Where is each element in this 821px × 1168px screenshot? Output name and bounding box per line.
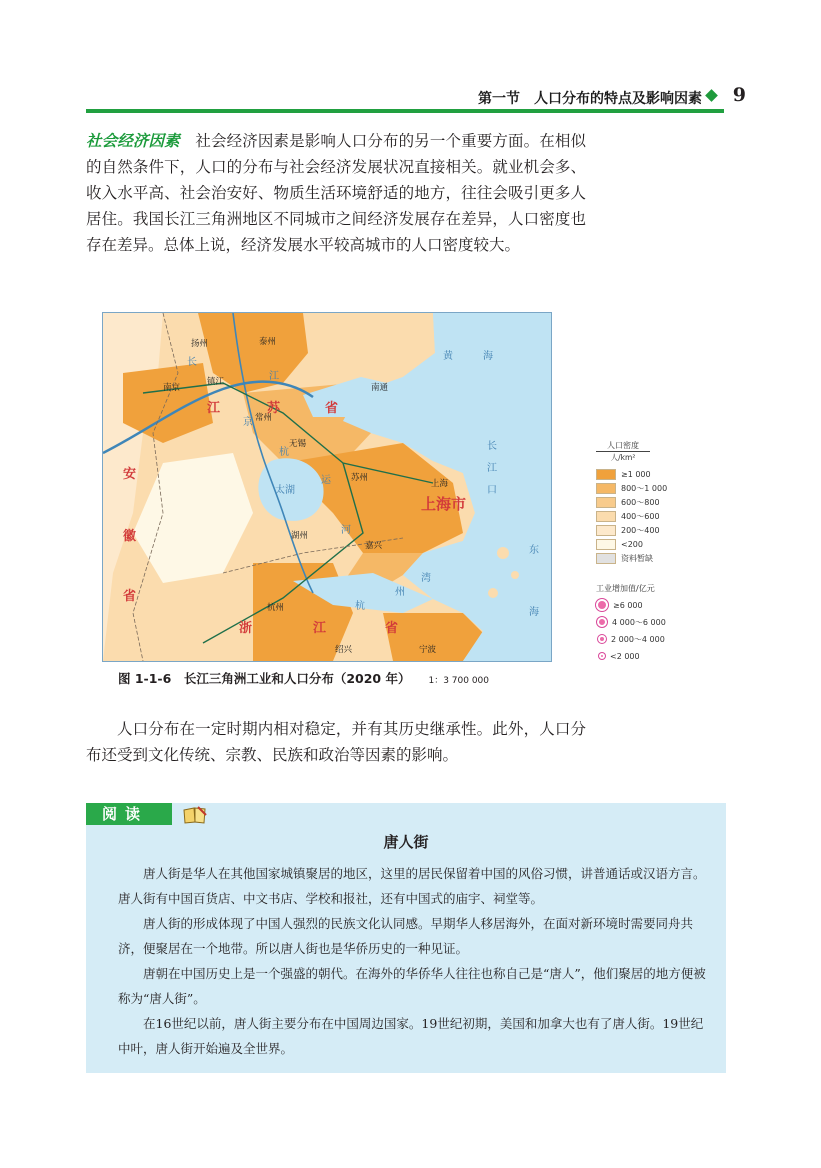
water-label: 京 (243, 417, 253, 428)
reading-paragraph: 唐朝在中国历史上是一个强盛的朝代。在海外的华侨华人往往也称自己是“唐人”，他们聚居的地方便被称为“唐人街”。 (118, 966, 706, 1006)
region-label: 徽 (123, 529, 137, 544)
legend-label: ≥1 000 (621, 470, 651, 479)
region-label: 省 (123, 589, 137, 604)
legend-label: 2 000～4 000 (611, 634, 665, 644)
reading-body (118, 861, 710, 1061)
water-label: 运 (321, 475, 331, 486)
legend-swatch (596, 511, 616, 522)
reading-box (86, 803, 726, 1073)
legend-label: 200～400 (621, 526, 660, 535)
water-label: 长 (487, 441, 497, 452)
city-label: 南京 (163, 383, 181, 393)
city-label: 扬州 (191, 339, 209, 349)
legend-label: 400～600 (621, 512, 660, 521)
map-legend (596, 440, 716, 664)
legend-row (596, 496, 716, 509)
water-label: 杭 (279, 447, 289, 458)
city-dot-icon (596, 599, 608, 611)
reading-paragraph: 在16世纪以前，唐人街主要分布在中国周边国家。19世纪初期，美国和加拿大也有了唐人街。19世纪中叶，唐人街开始遍及全世界。 (118, 1016, 704, 1056)
legend-row (596, 614, 716, 630)
legend-swatch (596, 497, 616, 508)
paragraph-socioeconomic (86, 128, 586, 258)
density-legend-unit: 人/km² (596, 451, 650, 463)
region-label: 安 (123, 467, 137, 482)
reading-tab: 阅读 (86, 803, 172, 825)
city-label: 泰州 (259, 337, 277, 347)
section-title: 第一节 人口分布的特点及影响因素 (478, 91, 702, 107)
water-label: 江 (269, 371, 279, 382)
region-label: 上海市 (421, 495, 467, 513)
legend-row (596, 482, 716, 495)
region-label: 江 (207, 401, 251, 416)
water-label: 河 (341, 525, 351, 536)
water-label: 杭 (355, 601, 365, 612)
density-legend-title: 人口密度 (607, 441, 639, 450)
legend-swatch (596, 525, 616, 536)
map-graphic (103, 313, 551, 661)
legend-row (596, 510, 716, 523)
city-label: 宁波 (419, 645, 437, 655)
city-label: 杭州 (267, 603, 285, 613)
legend-row (596, 468, 716, 481)
city-label: 南通 (371, 383, 389, 393)
water-label: 海 (529, 607, 539, 618)
legend-row (596, 597, 716, 613)
legend-label: 资料暂缺 (621, 554, 653, 563)
water-label: 江 (487, 463, 497, 474)
page-number: 9 (732, 84, 746, 106)
legend-swatch (596, 469, 616, 480)
city-label: 常州 (255, 413, 273, 423)
city-dot-icon (597, 617, 607, 627)
water-label: 口 (487, 485, 497, 496)
legend-label: ≥6 000 (613, 600, 643, 610)
water-label: 州 (395, 587, 405, 598)
legend-row (596, 552, 716, 565)
city-label: 湖州 (291, 531, 309, 541)
legend-row (596, 524, 716, 537)
header-rule (86, 109, 724, 113)
region-label: 省 (325, 401, 339, 416)
legend-label: 800～1 000 (621, 484, 668, 493)
legend-swatch (596, 553, 616, 564)
paragraph-history: 人口分布在一定时期内相对稳定，并有其历史继承性。此外，人口分布还受到文化传统、宗教、民族和政治等因素的影响。 (86, 720, 586, 764)
city-label: 镇江 (207, 377, 225, 387)
paragraph-text: 社会经济因素是影响人口分布的另一个重要方面。在相似的自然条件下，人口的分布与社会经济发展状况直接相关。就业机会多、收入水平高、社会治安好、物质生活环境舒适的地方，往往会吸引更多人居住。我国长江三角洲地区不同城市之间经济发展存在差异，人口密度也存在差异。总体上说，经济发展水平较高城市的人口密度较大。 (86, 132, 586, 254)
water-label: 长 (187, 357, 197, 368)
yangtze-delta-map (102, 312, 552, 662)
region-label: 江 (313, 621, 327, 636)
caption-title: 图 1-1-6 长江三角洲工业和人口分布（2020 年） (118, 671, 411, 686)
legend-label: <2 000 (610, 651, 640, 661)
water-label: 海 (483, 351, 493, 362)
region-label: 浙 (239, 621, 253, 636)
region-label: 省 (385, 621, 399, 636)
city-label: 苏州 (351, 473, 369, 483)
region-label: 苏 (267, 401, 281, 416)
water-label: 东 (529, 545, 539, 556)
reading-title: 唐人街 (383, 833, 429, 851)
industry-legend-title: 工业增加值/亿元 (596, 584, 655, 593)
water-label: 湾 (421, 573, 431, 584)
term-heading: 社会经济因素 (86, 131, 180, 150)
city-dot-icon (599, 653, 605, 659)
city-label: 嘉兴 (365, 541, 383, 551)
book-icon (182, 805, 208, 825)
reading-paragraph: 唐人街是华人在其他国家城镇聚居的地区，这里的居民保留着中国的风俗习惯，讲普通话或汉语方言。唐人街有中国百货店、中文书店、学校和报社，还有中国式的庙宇、祠堂等。 (118, 866, 706, 906)
reading-paragraph: 唐人街的形成体现了中国人强烈的民族文化认同感。早期华人移居海外，在面对新环境时需要同舟共济，便聚居在一个地带。所以唐人街也是华侨历史的一种见证。 (118, 916, 694, 956)
city-label: 上海 (431, 479, 449, 489)
water-label: 黄 (443, 351, 453, 362)
city-label: 绍兴 (335, 645, 353, 655)
figure-caption (118, 669, 489, 687)
water-label: 太湖 (275, 485, 295, 496)
legend-label: 4 000～6 000 (612, 617, 666, 627)
legend-swatch (596, 539, 616, 550)
legend-label: <200 (621, 540, 643, 549)
legend-swatch (596, 483, 616, 494)
legend-row (596, 538, 716, 551)
city-dot-icon (598, 635, 606, 643)
map-scale: 1：3 700 000 (428, 676, 489, 686)
diamond-icon (705, 89, 718, 102)
legend-row (596, 631, 716, 647)
city-label: 无锡 (289, 439, 307, 449)
legend-label: 600～800 (621, 498, 660, 507)
legend-row (596, 648, 716, 664)
